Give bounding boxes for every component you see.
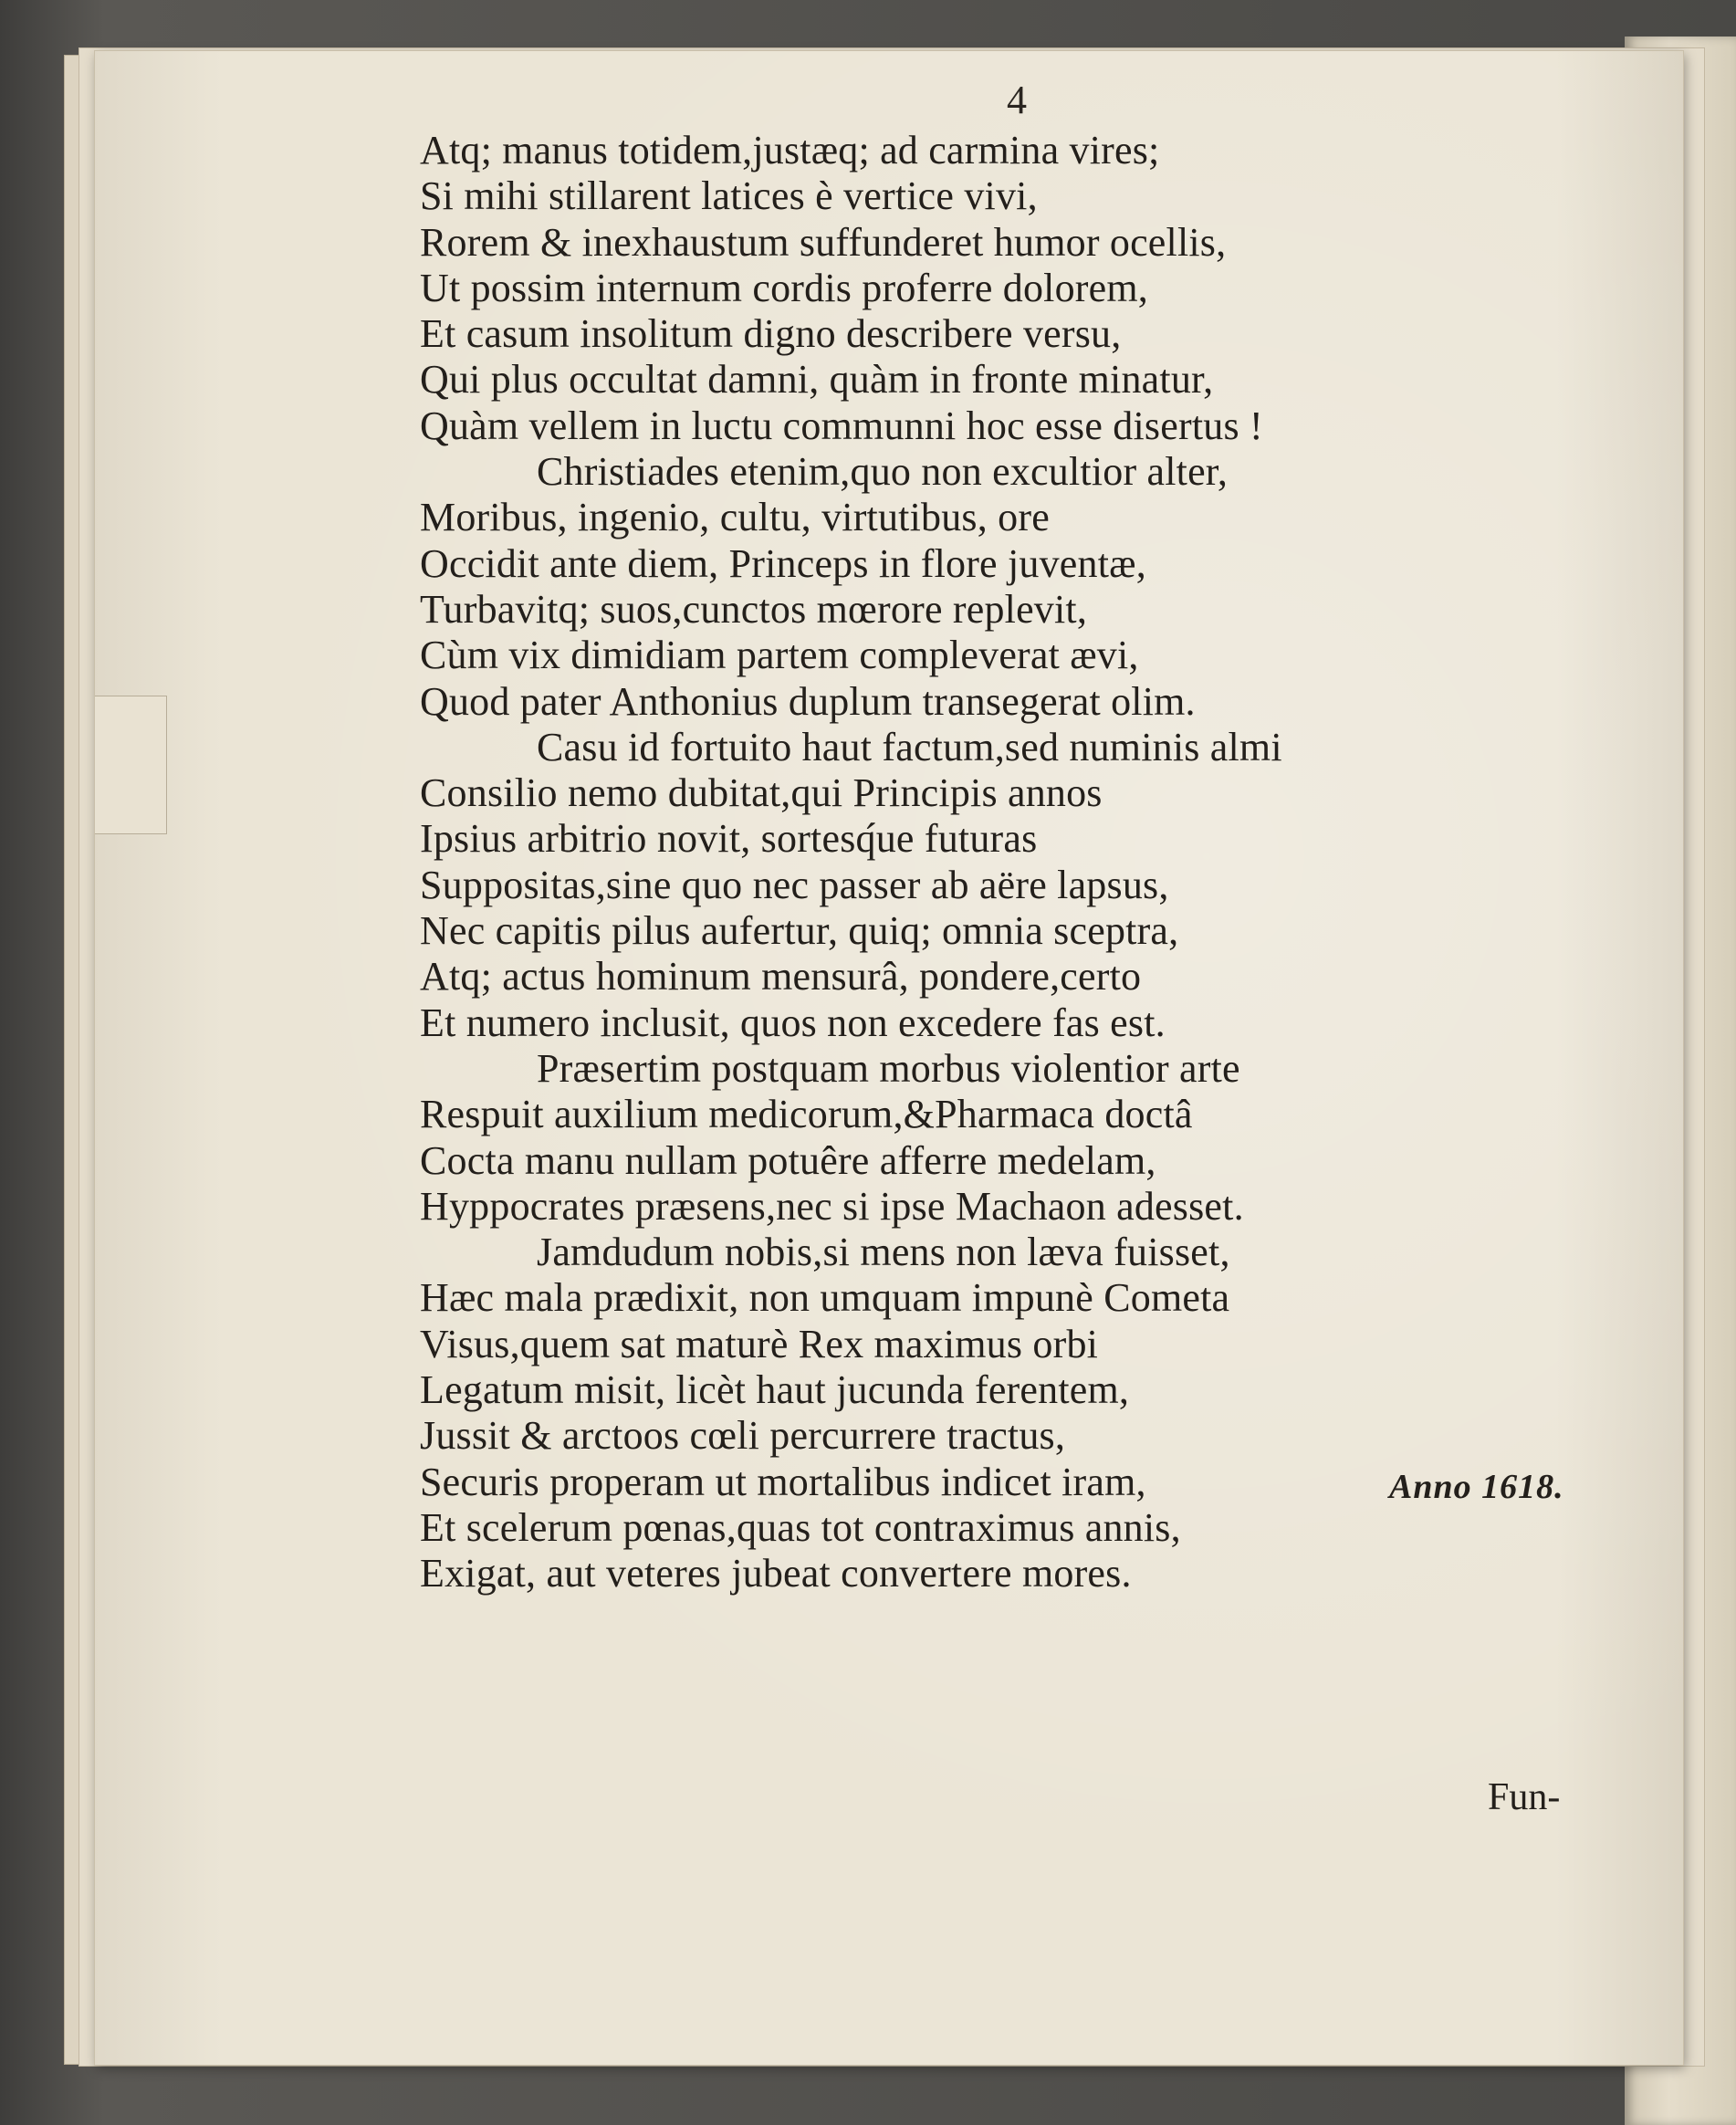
verse-line: Suppositas,sine quo nec passer ab aëre lapsus, [420, 862, 1169, 907]
verse-line: Et casum insolitum digno describere versu, [420, 311, 1122, 357]
verse-line: Quod pater Anthonius duplum transegerat olim. [420, 678, 1196, 724]
verse-line: Respuit auxilium medicorum,&Pharmaca doctâ [420, 1092, 1193, 1137]
verse-line: Quàm vellem in luctu communni hoc esse disertus ! [420, 403, 1263, 448]
verse-line: Si mihi stillarent latices è vertice vivi, [420, 173, 1038, 219]
verse-line: Visus,quem sat maturè Rex maximus orbi [420, 1321, 1099, 1366]
verse-line: Præsertim postquam morbus violentior arte [537, 1045, 1240, 1091]
verse-line: Cùm vix dimidiam partem compleverat ævi, [420, 633, 1139, 678]
verse-line: Et numero inclusit, quos non excedere fas est. [420, 1000, 1166, 1045]
verse-line: Moribus, ingenio, cultu, virtutibus, ore [420, 495, 1050, 540]
verse-line: Casu id fortuito haut factum,sed numinis almi [537, 724, 1282, 769]
catchword: Fun- [1488, 1776, 1561, 1818]
verse-line: Rorem & inexhaustum suffunderet humor ocellis, [420, 219, 1227, 265]
verse-line: Atq; manus totidem,justæq; ad carmina vires; [420, 128, 1160, 173]
paper-tab [95, 696, 167, 834]
marginal-note: Anno 1618. [1389, 1468, 1564, 1506]
page-number: 4 [1007, 78, 1027, 122]
verse-line: Ut possim internum cordis proferre dolorem, [420, 265, 1148, 310]
verse-line: Christiades etenim,quo non excultior alter, [537, 449, 1229, 495]
verse-text [420, 128, 1488, 1597]
verse-line: Et scelerum pœnas,quas tot contraximus annis, [420, 1504, 1181, 1550]
verse-line: Securis properam ut mortalibus indicet iram, [420, 1459, 1146, 1504]
verse-line: Legatum misit, licèt haut jucunda ferentem, [420, 1367, 1130, 1413]
verse-line: Cocta manu nullam potuêre afferre medelam, [420, 1137, 1156, 1183]
verse-line: Ipsius arbitrio novit, sortesq́ue futuras [420, 816, 1038, 862]
verse-line: Hyppocrates præsens,nec si ipse Machaon adesset. [420, 1183, 1244, 1229]
verse-line: Hæc mala prædixit, non umquam impunè Cometa [420, 1275, 1230, 1321]
verse-line: Exigat, aut veteres jubeat convertere mores. [420, 1551, 1132, 1596]
verse-line: Occidit ante diem, Princeps in flore juventæ, [420, 540, 1146, 586]
verse-line: Atq; actus hominum mensurâ, pondere,certo [420, 954, 1142, 1000]
verse-line: Consilio nemo dubitat,qui Principis annos [420, 770, 1103, 816]
verse-line: Nec capitis pilus aufertur, quiq; omnia sceptra, [420, 908, 1179, 954]
verse-line: Qui plus occultat damni, quàm in fronte minatur, [420, 357, 1214, 403]
verse-line: Jamdudum nobis,si mens non læva fuisset, [537, 1230, 1230, 1275]
verse-line: Jussit & arctoos cœli percurrere tractus, [420, 1413, 1066, 1459]
verse-line: Turbavitq; suos,cunctos mœrore replevit, [420, 586, 1088, 632]
